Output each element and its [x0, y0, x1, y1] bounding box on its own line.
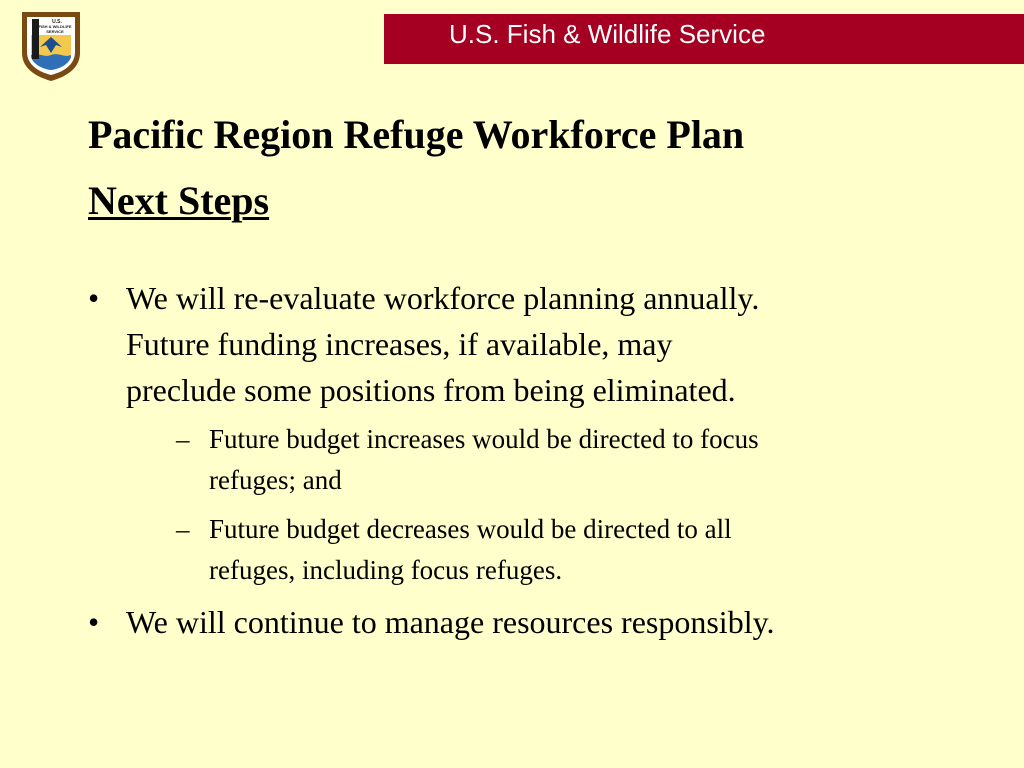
svg-text:SERVICE: SERVICE: [46, 29, 64, 34]
sub-bullet-item: [126, 509, 988, 591]
agency-logo: [18, 9, 84, 83]
sub-bullet-text-line: refuges; and: [209, 465, 342, 495]
sub-bullet-text-line: Future budget decreases would be directed to all: [209, 514, 732, 544]
bullet-marker: •: [88, 604, 100, 640]
bullet-text-line: We will continue to manage resources responsibly.: [126, 604, 775, 640]
svg-text:U.S.: U.S.: [52, 19, 62, 25]
fws-shield-icon: [18, 9, 84, 83]
slide-body: [88, 275, 988, 645]
bullet-marker: •: [88, 280, 100, 316]
sub-bullet-marker: –: [176, 424, 190, 454]
bullet-item: [88, 599, 988, 645]
slide-title: Pacific Region Refuge Workforce Plan: [88, 112, 745, 157]
agency-banner: [384, 14, 1024, 64]
bullet-text-line: We will re-evaluate workforce planning annually.: [126, 280, 760, 316]
svg-text:FISH & WILDLIFE: FISH & WILDLIFE: [38, 24, 72, 29]
sub-bullet-text-line: Future budget increases would be directed to focus: [209, 424, 759, 454]
agency-name: U.S. Fish & Wildlife Service: [449, 19, 766, 49]
sub-bullet-item: [126, 419, 988, 501]
slide-subtitle: Next Steps: [88, 178, 270, 223]
bullet-text-line: preclude some positions from being eliminated.: [126, 372, 736, 408]
sub-bullet-marker: –: [176, 514, 190, 544]
bullet-text-line: Future funding increases, if available, may: [126, 326, 673, 362]
bullet-item: [88, 275, 988, 591]
sub-bullet-text-line: refuges, including focus refuges.: [209, 555, 563, 585]
sub-bullet-list: [126, 419, 988, 591]
